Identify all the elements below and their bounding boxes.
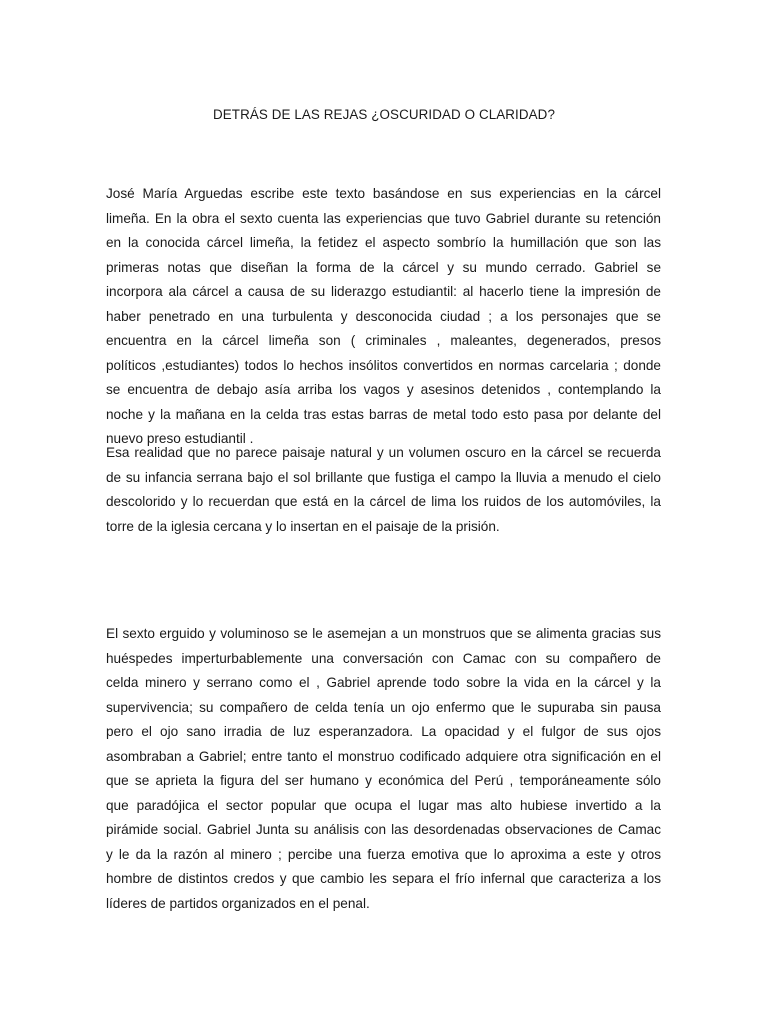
paragraph-line: políticos ,estudiantes) todos lo hechos insólitos convertidos en normas carcelaria ; donde [106, 357, 661, 373]
paragraph-line: torre de la iglesia cercana y lo insertan en el paisaje de la prisión. [106, 518, 500, 534]
paragraph-line: se encuentra de debajo asía arriba los vagos y asesinos detenidos , contemplando la [106, 382, 661, 397]
paragraph-line: huéspedes imperturbablemente una conversación con Camac con su compañero de [106, 650, 661, 666]
paragraph-line: supervivencia; su compañero de celda tenía un ojo enfermo que le supuraba sin pausa [106, 699, 661, 715]
paragraph-line: primeras notas que diseñan la forma de la cárcel y su mundo cerrado. Gabriel se [106, 259, 661, 275]
paragraph-line: pirámide social. Gabriel Junta su análisis con las desordenadas observaciones de Camac [106, 822, 661, 837]
paragraph-line: limeña. En la obra el sexto cuenta las experiencias que tuvo Gabriel durante su retención [106, 210, 661, 226]
paragraph-line: pero el ojo sano irradia de luz esperanzadora. La opacidad y el fulgor de sus ojos [106, 724, 661, 739]
paragraph-line: que se aprieta la figura del ser humano y económica del Perú , temporáneamente sólo [106, 773, 661, 788]
paragraph-line: asombraban a Gabriel; entre tanto el monstruo codificado adquiere otra significación en el [106, 748, 661, 764]
paragraph-line: incorpora ala cárcel a causa de su liderazgo estudiantil: al hacerlo tiene la impresión de [106, 284, 661, 299]
paragraph-line: que paradójica el sector popular que ocupa el lugar mas alto hubiese invertido a la [106, 797, 661, 813]
paragraph-line: y le da la razón al minero ; percibe una fuerza emotiva que lo aproxima a este y otros [106, 846, 661, 862]
paragraph-line: en la conocida cárcel limeña, la fetidez el aspecto sombrío la humillación que son las [106, 235, 661, 250]
paragraph-line: noche y la mañana en la celda tras estas barras de metal todo esto pasa por delante del [106, 406, 661, 422]
paragraph-3 [106, 622, 661, 916]
paragraph-line: de su infancia serrana bajo el sol brillante que fustiga el campo la lluvia a menudo el cielo [106, 469, 661, 485]
paragraph-1 [106, 182, 661, 452]
paragraph-line: Esa realidad que no parece paisaje natural y un volumen oscuro en la cárcel se recuerda [106, 445, 661, 460]
paragraph-line: encuentra en la cárcel limeña son ( criminales , maleantes, degenerados, presos [106, 333, 661, 348]
paragraph-line: José María Arguedas escribe este texto basándose en sus experiencias en la cárcel [106, 186, 661, 201]
paragraph-line: celda minero y serrano como el , Gabriel aprende todo sobre la vida en la cárcel y la [106, 675, 661, 690]
paragraph-line: descolorido y lo recuerdan que está en la cárcel de lima los ruidos de los automóviles, la [106, 494, 661, 509]
paragraph-line: hombre de distintos credos y que cambio les separa el frío infernal que caracteriza a los [106, 871, 661, 886]
paragraph-line: haber penetrado en una turbulenta y desconocida ciudad ; a los personajes que se [106, 308, 661, 324]
paragraph-2 [106, 441, 661, 539]
paragraph-line: líderes de partidos organizados en el penal. [106, 895, 370, 911]
paragraph-line: nuevo preso estudiantil . [106, 431, 254, 446]
paragraph-line: El sexto erguido y voluminoso se le asemejan a un monstruos que se alimenta gracias sus [106, 626, 661, 641]
document-title: DETRÁS DE LAS REJAS ¿OSCURIDAD O CLARIDAD? [212, 107, 555, 122]
